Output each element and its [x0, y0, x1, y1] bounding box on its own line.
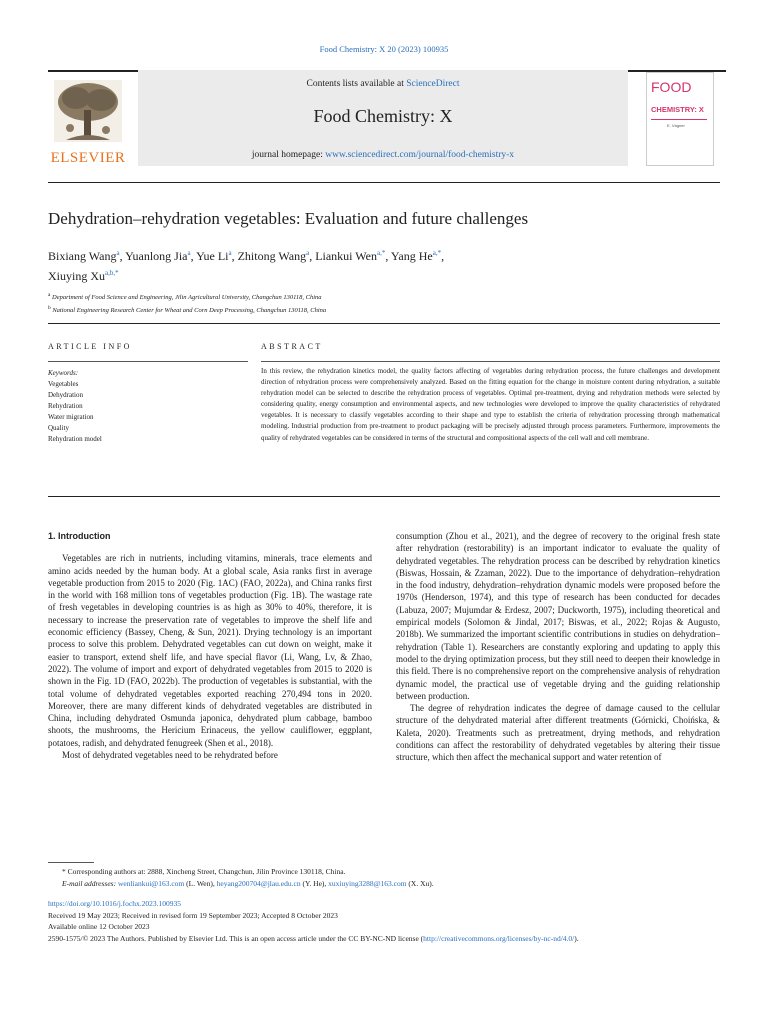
author-affiliation-mark[interactable]: a,b,*	[105, 269, 119, 277]
journal-homepage-line	[138, 150, 628, 160]
affiliations	[48, 290, 708, 316]
author-affiliation-mark[interactable]: a	[228, 249, 232, 257]
keyword: Water migration	[48, 413, 94, 421]
cover-divider	[651, 119, 707, 120]
keyword: Dehydration	[48, 391, 83, 399]
keyword: Vegetables	[48, 380, 79, 388]
cover-title-line2: CHEMISTRY: X	[651, 105, 704, 114]
article-title: Dehydration–rehydration vegetables: Evaluation and future challenges	[48, 209, 529, 228]
body-paragraph: Most of dehydrated vegetables need to be rehydrated before	[62, 750, 278, 761]
homepage-link[interactable]: www.sciencedirect.com/journal/food-chemistry-x	[325, 150, 515, 160]
keyword: Rehydration model	[48, 435, 102, 443]
keywords-label: Keywords:	[48, 369, 79, 377]
abstract-text: In this review, the rehydration kinetics model, the quality factors affecting of vegetables during rehydration process, the future challenges and development direction of rehydration process were comprehensively analyzed. Based on the fitting equation for the change in moisture content during rehydration, a suitable rehydration model can be selected to describe the rehydration process of vegetables. Optimal pre-treatment, drying and rehydration methods were selected by considering quality, energy consumption and environmental aspects, and new technologies were developed to improve the quality characteristics of rehydrated vegetables. It is necessary to classify vegetables according to their shape and type to establish the criteria of rehydration processing through mathematical modeling. Industrial production from pre-treatment to product packaging will be precisely adjusted through process parameters. Furthermore, improvements the quality of rehydrated vegetables can be considered in terms of the structural and compositional aspects of the cell wall and cell membrane.	[261, 367, 720, 442]
journal-cover-thumbnail[interactable]	[646, 72, 714, 166]
author-name[interactable]: Yuanlong Jia	[125, 249, 188, 263]
author-affiliation-mark[interactable]: a,*	[377, 249, 386, 257]
keyword: Quality	[48, 424, 69, 432]
author-affiliation-mark[interactable]: a,*	[432, 249, 442, 257]
author-name[interactable]: Xiuying Xu	[48, 269, 105, 283]
email-owner: (L. Wen)	[186, 878, 213, 888]
journal-reference[interactable]: Food Chemistry: X 20 (2023) 100935	[319, 44, 449, 54]
license-statement: 2590-1575/© 2023 The Authors. Published by Elsevier Ltd. This is an open access article under the CC BY-NC-ND license (http://creativecommons.org/licenses/by-nc-nd/4.0/).	[48, 933, 579, 943]
article-info-heading: ARTICLE INFO	[48, 342, 132, 351]
article-info-rule	[48, 361, 248, 362]
author-name[interactable]: Yang He	[390, 249, 433, 263]
affiliation-b: $^b$ National Engineering Research Center for Wheat and Corn Deep Processing, Changchun 130118, China	[48, 305, 327, 315]
abstract-rule	[261, 361, 720, 362]
license-link[interactable]: http://creativecommons.org/licenses/by-nc-nd/4.0/	[423, 933, 575, 943]
email-owner: (Y. He)	[302, 878, 325, 888]
section-rule	[48, 323, 720, 324]
email-link[interactable]: xuxiuying3288@163.com	[328, 878, 407, 888]
received-dates: Received 19 May 2023; Received in revised form 19 September 2023; Accepted 8 October 2023	[48, 910, 338, 920]
email-label: E-mail addresses:	[62, 878, 117, 888]
body-paragraph: The degree of rehydration indicates the degree of damage caused to the cellular structure of the dehydrated material after different treatments (Górnicki, Choińska, & Kaleta, 2020). Treatments such as pretreatment, drying methods, and rehydration conditions can affect the restorability of dehydrated vegetables by altering their tissue structure, which then affect the mechanical support and water retention of	[396, 703, 720, 763]
abstract-heading: ABSTRACT	[261, 342, 323, 351]
abstract-bottom-rule	[48, 496, 720, 497]
author-affiliation-mark[interactable]: a	[116, 249, 120, 257]
cover-title-line1: FOOD	[651, 79, 692, 95]
footnotes	[48, 866, 720, 889]
author-affiliation-mark[interactable]: a	[187, 249, 191, 257]
body-column-right	[396, 530, 720, 764]
email-addresses: E-mail addresses: wenliankui@163.com (L. Wen), heyang200704@jlau.edu.cn (Y. He), xuxiuying3288@163.com (X. Xu).	[62, 878, 434, 888]
author-name[interactable]: Yue Li	[196, 249, 229, 263]
body-paragraph: Vegetables are rich in nutrients, including vitamins, minerals, trace elements and amino acids needed by the human body. At a global scale, Asia ranks first in average vegetable production from 2015 to 2020 (Fig. 1AC) (FAO, 2022a), and China ranks first in the world with 168 million tons of vegetables production (Fig. 1B). The wastage rate of fresh vegetables in developing countries is as high as 30% to 40%, therefore, it is necessary to increase the preservation rate of vegetables to improve the shelf life and economic efficiency (Bassey, Cheng, & Sun, 2021). Drying technology is an important process to solve this problem. Dehydrated vegetables can cut down on weight, make it easier to transport, extend shelf life, and have special flavor (Li, Wang, Lv, & Zhao, 2022). The volume of import and export of dehydrated vegetables from 2015 to 2020 is shown in the Fig. 1D (FAO, 2022b). The production of vegetables is substantial, with the total volume of dehydrated vegetables exported reaching 270,494 tons in 2020. Moreover, there are many different kinds of dehydrated vegetables are distributed in China, including dehydrated Osmunda japonica, dehydrated plum cabbage, bamboo shoots, the mushrooms, the Hericium Erinaceus, the yellow cauliflower, eggplant, potatoes, radish, and dehydrated fenugreek (Shen et al., 2018).	[48, 553, 372, 748]
email-link[interactable]: wenliankui@163.com	[117, 878, 185, 888]
affiliation-a: $^a$ Department of Food Science and Engineering, Jilin Agricultural University, Changchun 130118, China	[48, 292, 322, 302]
section-heading-introduction: 1. Introduction	[48, 531, 111, 541]
available-online: Available online 12 October 2023	[48, 922, 150, 931]
corresponding-author-note	[48, 866, 720, 878]
journal-title: Food Chemistry: X	[313, 106, 453, 126]
doi-link[interactable]: https://doi.org/10.1016/j.fochx.2023.100935	[48, 899, 181, 908]
author-affiliation-mark[interactable]: a	[306, 249, 310, 257]
body-paragraph: consumption (Zhou et al., 2021), and the degree of recovery to the original fresh state after rehydration (restorability) is an important indicator to evaluate the quality of dehydrated vegetables. The rehydration process can be described by rehydration kinetics (Biswas, Hossain, & Zzaman, 2022). Due to the importance of dehydration–rehydration in the food industry, dehydration–rehydration dynamic models were proposed before the 1970s (Henderson, 1974), and this type of research has been conducted for decades (Labuza, 2007; Mujumdar & Erdesz, 2007; Duckworth, 1975), including theoretical and empirical models (Solomon & Jindal, 2017; Biswas, et al., 2022; Rojas & Augusto, 2018b). We summarized the important scientific contributions in studies on dehydration–rehydration (Table 1). Researchers are constantly exploring and updating to apply this model to the drying optimization process, but they still need to deepen their knowledge in this field. There is no comprehensive report on the comprehensive analysis of rehydration dynamic model, the practical use of vegetable drying and the guiding relationship between production.	[396, 531, 720, 701]
author-name[interactable]: Bixiang Wang	[48, 249, 117, 263]
footnote-rule	[48, 862, 94, 863]
keywords-list	[48, 368, 248, 445]
keyword: Rehydration	[48, 402, 83, 410]
sciencedirect-link[interactable]: ScienceDirect	[406, 79, 460, 89]
footnote-mark: *	[62, 867, 66, 876]
email-owner: (X. Xu).	[408, 878, 434, 888]
publication-metadata	[48, 898, 720, 944]
corresponding-text: Corresponding authors at: 2888, Xincheng Street, Changchun, Jilin Province 130118, China.	[67, 867, 346, 876]
contents-line	[138, 79, 628, 89]
homepage-prefix: journal homepage:	[251, 150, 326, 160]
elsevier-wordmark: ELSEVIER	[50, 150, 126, 166]
author-name[interactable]: Liankui Wen	[315, 249, 377, 263]
author-list: Bixiang Wang$^a$, Yuanlong Jia$^a$, Yue Li$^a$, Zhitong Wang$^a$, Liankui Wen$^{a,*}$, Yang $He^{a,*}$, Xiuying $Xu^{a,b,*}$	[48, 249, 445, 283]
contents-prefix: Contents lists available at	[306, 79, 407, 89]
body-column-left	[48, 530, 372, 761]
author-name[interactable]: Zhitong Wang	[237, 249, 307, 263]
cover-editor: E. Vágner	[667, 123, 685, 128]
header-bottom-rule	[48, 182, 720, 183]
email-link[interactable]: heyang200704@jlau.edu.cn	[216, 878, 301, 888]
